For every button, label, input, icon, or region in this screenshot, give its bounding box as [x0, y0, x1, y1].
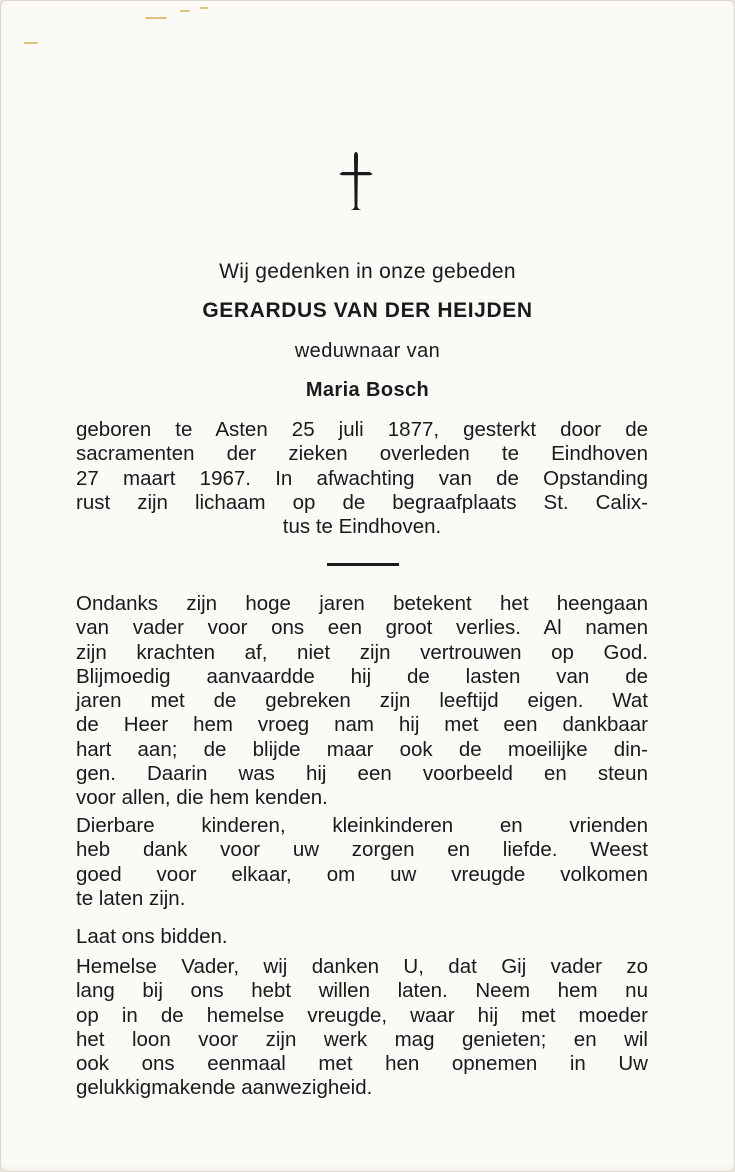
- spouse-name: Maria Bosch: [305, 379, 430, 401]
- section-divider: [327, 563, 399, 566]
- greeting-line: Wij gedenken in onze gebeden: [219, 260, 516, 283]
- thanks-line: Dierbare kinderen, kleinkinderen en vrienden: [76, 814, 648, 837]
- deceased-name: GERARDUS VAN DER HEIJDEN: [202, 299, 533, 322]
- prayer-line: ook ons eenmaal met hen opnemen in Uw: [76, 1052, 648, 1076]
- prayer-intro-line: Laat ons bidden.: [76, 925, 228, 948]
- remembrance-paragraph: [76, 592, 648, 811]
- latin-cross-icon: [338, 150, 374, 212]
- decorative-speck: [145, 17, 167, 19]
- biography-line: rust zijn lichaam op de begraafplaats St. Calix-: [76, 490, 648, 514]
- prayer-intro: [76, 925, 648, 949]
- remembrance-line: hart aan; de blijde maar ook de moeilijke din-: [76, 737, 648, 761]
- prayer-line: het loon voor zijn werk mag genieten; en wil: [76, 1027, 648, 1051]
- biography-line: geboren te Asten 25 juli 1877, gesterkt door de: [76, 418, 648, 441]
- biography-line: sacramenten der zieken overleden te Eindhoven: [76, 442, 648, 466]
- prayer-paragraph: [76, 955, 648, 1101]
- thanks-line: heb dank voor uw zorgen en liefde. Weest: [76, 838, 648, 862]
- decorative-speck: [200, 7, 208, 9]
- thanks-paragraph: [76, 814, 648, 911]
- prayer-line: Hemelse Vader, wij danken U, dat Gij vader zo: [76, 955, 648, 978]
- remembrance-line: jaren met de gebreken zijn leeftijd eigen. Wat: [76, 689, 648, 713]
- biography-paragraph: [76, 418, 648, 539]
- remembrance-line: zijn krachten af, niet zijn vertrouwen op God.: [76, 640, 648, 664]
- remembrance-line: Blijmoedig aanvaardde hij de lasten van de: [76, 664, 648, 688]
- prayer-line: gelukkigmakende aanwezigheid.: [76, 1076, 373, 1100]
- biography-line: 27 maart 1967. In afwachting van de Opstanding: [76, 466, 648, 490]
- thanks-line: goed voor elkaar, om uw vreugde volkomen: [76, 862, 648, 886]
- remembrance-line: Ondanks zijn hoge jaren betekent het heengaan: [76, 592, 648, 615]
- remembrance-line: van vader voor ons een groot verlies. Al namen: [76, 616, 648, 640]
- relation-line: weduwnaar van: [294, 340, 441, 362]
- thanks-line: te laten zijn.: [76, 886, 186, 910]
- biography-line: tus te Eindhoven.: [282, 515, 442, 539]
- remembrance-line: voor allen, die hem kenden.: [76, 786, 328, 810]
- decorative-speck: [24, 42, 38, 44]
- prayer-line: op in de hemelse vreugde, waar hij met moeder: [76, 1003, 648, 1027]
- prayer-line: lang bij ons hebt willen laten. Neem hem nu: [76, 979, 648, 1003]
- decorative-speck: [180, 10, 190, 12]
- remembrance-line: gen. Daarin was hij een voorbeeld en steun: [76, 762, 648, 786]
- remembrance-line: de Heer hem vroeg nam hij met een dankbaar: [76, 713, 648, 737]
